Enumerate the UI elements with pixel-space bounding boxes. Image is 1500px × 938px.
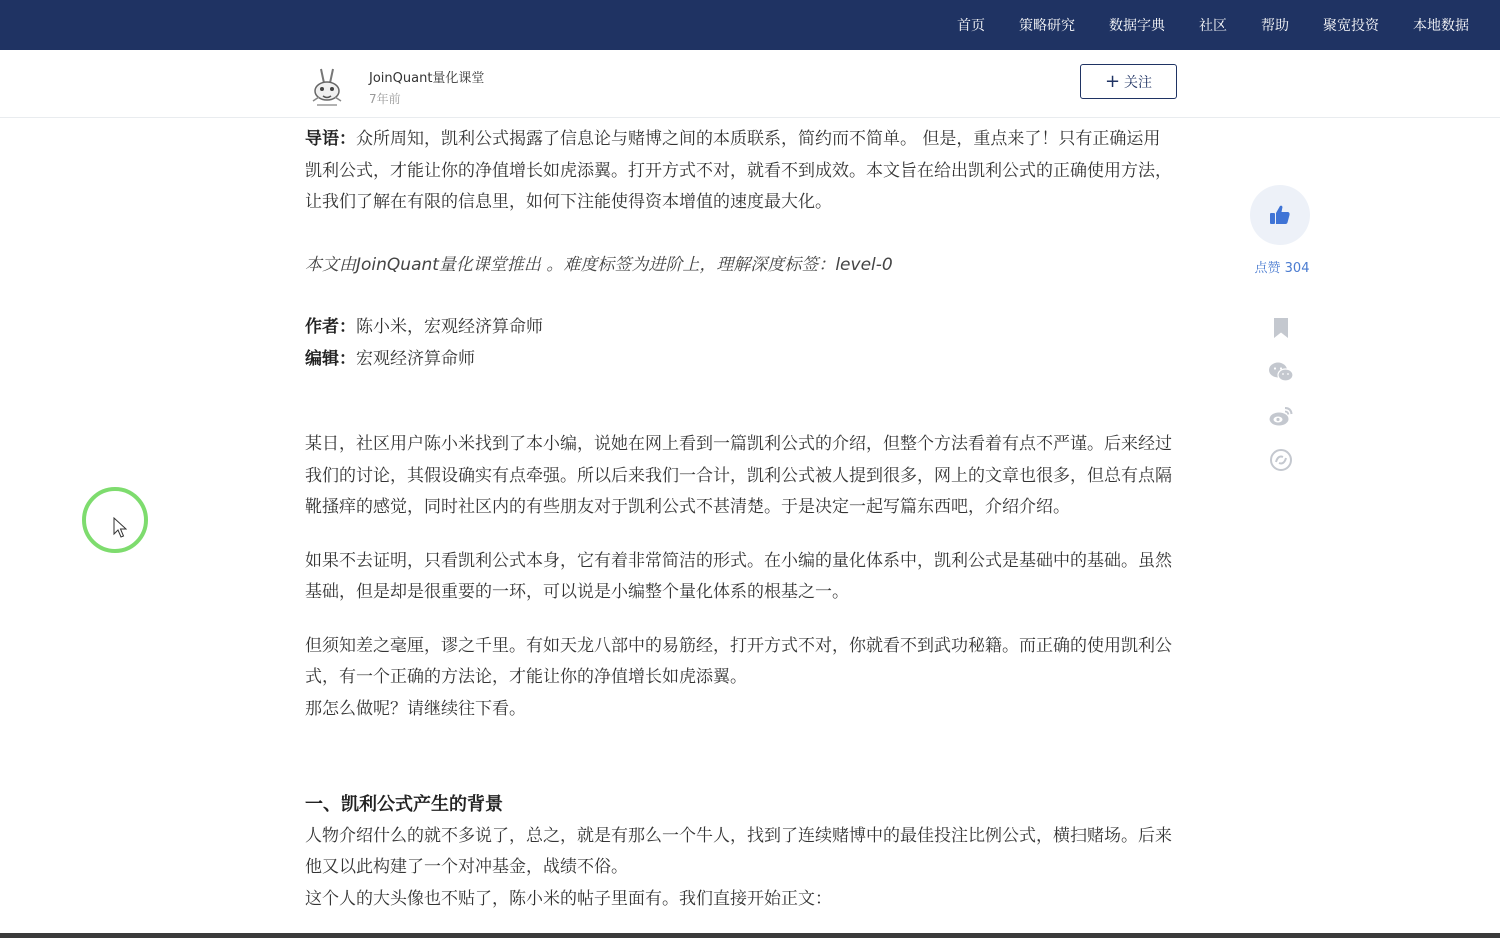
difficulty-note: 本文由JoinQuant量化课堂推出 。难度标签为进阶上，理解深度标签：level-0 bbox=[305, 254, 893, 275]
wechat-icon[interactable] bbox=[1266, 357, 1296, 387]
author-name[interactable]: JoinQuant量化课堂 bbox=[369, 71, 485, 86]
plus-icon: + bbox=[1104, 70, 1121, 92]
nav-item-home[interactable]: 首页 bbox=[957, 18, 985, 34]
nav-item-community[interactable]: 社区 bbox=[1199, 18, 1227, 34]
nav-item-strategy[interactable]: 策略研究 bbox=[1019, 18, 1075, 34]
editor-text: 宏观经济算命师 bbox=[356, 348, 475, 369]
nav-item-help[interactable]: 帮助 bbox=[1261, 18, 1289, 34]
like-button[interactable] bbox=[1250, 185, 1310, 245]
intro-text: 众所周知，凯利公式揭露了信息论与赌博之间的本质联系，简约而不简单。 但是，重点来了！只有正确运用凯利公式，才能让你的净值增长如虎添翼。打开方式不对，就看不到成效。本文旨在给出凯利公式的正确使用方法，让我们了解在有限的信息里，如何下注能使得资本增值的速度最大化。 bbox=[305, 129, 1172, 212]
weibo-icon[interactable] bbox=[1266, 401, 1296, 431]
nav-item-joinquant-invest[interactable]: 聚宽投资 bbox=[1323, 18, 1379, 34]
post-time: 7年前 bbox=[369, 92, 401, 106]
section-heading-1: 一、凯利公式产生的背景 bbox=[305, 794, 503, 815]
bookmark-icon[interactable] bbox=[1266, 313, 1296, 343]
like-count[interactable]: 点赞 304 bbox=[1254, 261, 1310, 276]
section-1-paragraph-2: 这个人的大头像也不贴了，陈小米的帖子里面有。我们直接开始正文： bbox=[305, 888, 832, 909]
follow-button[interactable] bbox=[1080, 64, 1177, 99]
thumbs-up-icon bbox=[1268, 203, 1292, 227]
story-paragraph-2: 如果不去证明，只看凯利公式本身，它有着非常简洁的形式。在小编的量化体系中，凯利公式是基础中的基础。虽然基础，但是却是很重要的一环，可以说是小编整个量化体系的根基之一。 bbox=[305, 550, 1172, 602]
article-body bbox=[305, 124, 1175, 915]
author-label: 作者： bbox=[305, 317, 356, 337]
bottom-taskbar-strip bbox=[0, 933, 1500, 938]
mouse-cursor-icon bbox=[113, 517, 127, 543]
top-navigation-bar bbox=[0, 0, 1500, 50]
editor-line bbox=[305, 344, 1175, 376]
author-text: 陈小米，宏观经济算命师 bbox=[356, 317, 543, 337]
section-1-paragraph-1: 人物介绍什么的就不多说了，总之，就是有那么一个牛人，找到了连续赌博中的最佳投注比例公式，横扫赌场。后来他又以此构建了一个对冲基金，战绩不俗。 bbox=[305, 825, 1172, 877]
side-actions bbox=[1250, 185, 1314, 276]
intro-paragraph bbox=[305, 124, 1175, 219]
nav-list bbox=[940, 0, 1486, 50]
editor-label: 编辑： bbox=[305, 348, 356, 369]
story-paragraph-1: 某日，社区用户陈小米找到了本小编，说她在网上看到一篇凯利公式的介绍，但整个方法看着有点不严谨。后来经过我们的讨论，其假设确实有点牵强。所以后来我们一合计，凯利公式被人提到很多，网上的文章也很多，但总有点隔靴搔痒的感觉，同时社区内的有些朋友对于凯利公式不甚清楚。于是决定一起写篇东西吧，介绍介绍。 bbox=[305, 434, 1172, 517]
story-paragraph-4: 那怎么做呢？请继续往下看。 bbox=[305, 698, 526, 719]
share-icon[interactable] bbox=[1266, 445, 1296, 475]
story-paragraph-3: 但须知差之毫厘，谬之千里。有如天龙八部中的易筋经，打开方式不对，你就看不到武功秘籍。而正确的使用凯利公式，有一个正确的方法论，才能让你的净值增长如虎添翼。 bbox=[305, 635, 1172, 687]
nav-item-data-dictionary[interactable]: 数据字典 bbox=[1109, 18, 1165, 34]
follow-label: 关注 bbox=[1124, 74, 1153, 91]
author-avatar[interactable] bbox=[305, 65, 349, 109]
rabbit-avatar-icon bbox=[305, 65, 349, 109]
author-line bbox=[305, 312, 1175, 344]
intro-label: 导语： bbox=[305, 129, 356, 149]
nav-item-local-data[interactable]: 本地数据 bbox=[1413, 18, 1469, 34]
author-bar bbox=[0, 50, 1500, 118]
